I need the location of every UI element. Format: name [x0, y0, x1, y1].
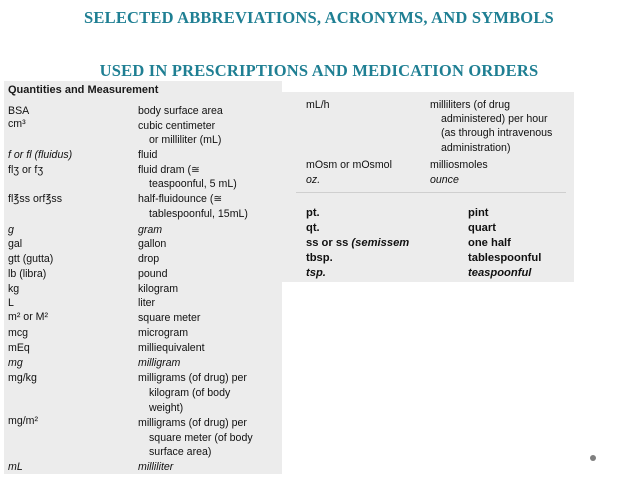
- meaning: half-fluidounce (≅: [138, 193, 223, 205]
- abbr: mOsm or mOsmol: [306, 159, 392, 171]
- abbr: gal: [8, 238, 23, 250]
- meaning-cont: tablespoonful, 15mL): [149, 208, 248, 220]
- abbr: fl℥ss orf℥ss: [8, 193, 63, 205]
- meaning: liter: [138, 297, 156, 309]
- section-header: Quantities and Measurement: [8, 84, 159, 96]
- meaning-cont: teaspoonful, 5 mL): [149, 178, 237, 190]
- meaning-cont: weight): [149, 402, 184, 414]
- meaning: milliliter: [138, 461, 174, 473]
- meaning: square meter: [138, 312, 201, 324]
- meaning-cont: or milliliter (mL): [149, 134, 222, 146]
- divider: [296, 192, 566, 193]
- meaning: pint: [468, 207, 489, 219]
- meaning: microgram: [138, 327, 189, 339]
- abbr: gtt (gutta): [8, 253, 54, 265]
- abbr: mL: [8, 461, 23, 473]
- meaning: fluid: [138, 149, 158, 161]
- abbr: mg/m²: [8, 415, 39, 427]
- abbr: BSA: [8, 105, 30, 117]
- abbr: mg/kg: [8, 372, 37, 384]
- meaning: gallon: [138, 238, 167, 250]
- meaning: ounce: [430, 174, 459, 186]
- title-line-1: SELECTED ABBREVIATIONS, ACRONYMS, AND SYMBOLS: [84, 8, 554, 27]
- title-line-2: USED IN PRESCRIPTIONS AND MEDICATION ORDERS: [99, 61, 539, 80]
- meaning-cont: surface area): [149, 446, 212, 458]
- abbr: cm³: [8, 118, 26, 130]
- abbr: pt.: [306, 207, 320, 219]
- abbr: L: [8, 297, 14, 309]
- abbr: tsp.: [306, 267, 326, 279]
- meaning: fluid dram (≅: [138, 164, 200, 176]
- abbr: m² or M²: [8, 311, 49, 323]
- meaning: milligrams (of drug) per: [138, 417, 247, 429]
- meaning-cont: administration): [441, 142, 511, 154]
- abbr-text: ss or ss: [306, 237, 349, 249]
- abbr: oz.: [306, 174, 321, 186]
- abbr: mg: [8, 357, 23, 369]
- slide-dot-decoration: [590, 455, 596, 461]
- meaning-cont: square meter (of body: [149, 432, 253, 444]
- meaning-cont: administered) per hour: [441, 113, 548, 125]
- abbr: lb (libra): [8, 268, 47, 280]
- meaning: kilogram: [138, 283, 179, 295]
- meaning-cont: (as through intravenous: [441, 127, 553, 139]
- abbr: qt.: [306, 222, 320, 234]
- meaning: tablespoonful: [468, 252, 542, 264]
- abbr: flʒ or fʒ: [8, 164, 44, 176]
- meaning: pound: [138, 268, 168, 280]
- meaning: milligram: [138, 357, 181, 369]
- abbr: mcg: [8, 327, 29, 339]
- meaning: cubic centimeter: [138, 120, 216, 132]
- meaning: one half: [468, 237, 511, 249]
- meaning: quart: [468, 222, 496, 234]
- abbr-suffix: (semissem: [351, 237, 410, 249]
- abbr: kg: [8, 283, 20, 295]
- meaning: milliequivalent: [138, 342, 205, 354]
- abbr: [306, 237, 409, 249]
- abbr: g: [8, 224, 14, 236]
- meaning-cont: kilogram (of body: [149, 387, 231, 399]
- meaning: milligrams (of drug) per: [138, 372, 247, 384]
- meaning: milliliters (of drug: [430, 99, 511, 111]
- abbr: mL/h: [306, 99, 330, 111]
- meaning: body surface area: [138, 105, 223, 117]
- abbr: mEq: [8, 342, 30, 354]
- abbr: tbsp.: [306, 252, 333, 264]
- abbr: f or fl (fluidus): [8, 149, 73, 161]
- meaning: drop: [138, 253, 160, 265]
- meaning: gram: [138, 224, 163, 236]
- meaning: milliosmoles: [430, 159, 488, 171]
- meaning: teaspoonful: [468, 267, 532, 279]
